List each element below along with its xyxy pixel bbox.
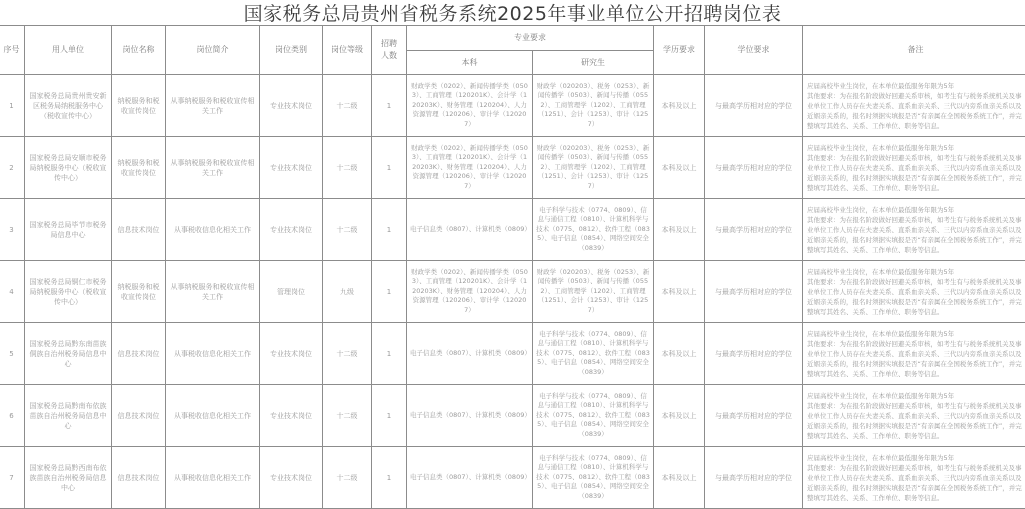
cell-post-intro: 从事纳税服务和税收宣传相关工作 bbox=[166, 75, 260, 137]
cell-graduate-major: 电子科学与技术（0774、0809）、信息与通信工程（0810）、计算机科学与技术（0775、0812）、软件工程（0835）、电子信息（0854）、网络空间安全（0839） bbox=[533, 447, 654, 509]
cell-post-name: 信息技术岗位 bbox=[112, 199, 166, 261]
cell-remarks: 应届高校毕业生岗位，在本单位最低服务年限为5年 其他要求：为在报名阶段做好回避关系审核，如考生有与税务系统机关及事业单位工作人员存在夫妻关系、直系血亲关系、三代以内旁系血亲关系以及近姻亲关系的，报名时须据实填报是否“有亲属在全国税务系统工作”，并完整填写其姓名、关系、工作单位、职务等信息。 bbox=[803, 323, 1025, 385]
cell-degree: 与最高学历相对应的学位 bbox=[705, 75, 803, 137]
cell-count: 1 bbox=[372, 447, 407, 509]
cell-remarks: 应届高校毕业生岗位，在本单位最低服务年限为5年 其他要求：为在报名阶段做好回避关系审核，如考生有与税务系统机关及事业单位工作人员存在夫妻关系、直系血亲关系、三代以内旁系血亲关系以及近姻亲关系的，报名时须据实填报是否“有亲属在全国税务系统工作”，并完整填写其姓名、关系、工作单位、职务等信息。 bbox=[803, 137, 1025, 199]
cell-unit: 国家税务总局黔南布依族苗族自治州税务局信息中心 bbox=[25, 385, 112, 447]
cell-education: 本科及以上 bbox=[654, 447, 705, 509]
table-row bbox=[0, 75, 1025, 137]
cell-unit: 国家税务总局黔东南苗族侗族自治州税务局信息中心 bbox=[25, 323, 112, 385]
cell-degree: 与最高学历相对应的学位 bbox=[705, 261, 803, 323]
cell-degree: 与最高学历相对应的学位 bbox=[705, 323, 803, 385]
cell-graduate-major: 电子科学与技术（0774、0809）、信息与通信工程（0810）、计算机科学与技术（0775、0812）、软件工程（0835）、电子信息（0854）、网络空间安全（0839） bbox=[533, 385, 654, 447]
header-major: 专业要求 bbox=[407, 26, 654, 51]
cell-count: 1 bbox=[372, 199, 407, 261]
cell-degree: 与最高学历相对应的学位 bbox=[705, 199, 803, 261]
cell-count: 1 bbox=[372, 75, 407, 137]
cell-remarks: 应届高校毕业生岗位，在本单位最低服务年限为5年 其他要求：为在报名阶段做好回避关系审核，如考生有与税务系统机关及事业单位工作人员存在夫妻关系、直系血亲关系、三代以内旁系血亲关系以及近姻亲关系的，报名时须据实填报是否“有亲属在全国税务系统工作”，并完整填写其姓名、关系、工作单位、职务等信息。 bbox=[803, 261, 1025, 323]
cell-undergrad-major: 电子信息类（0807）、计算机类（0809） bbox=[407, 447, 533, 509]
cell-post-level: 九级 bbox=[323, 261, 372, 323]
header-post-name: 岗位名称 bbox=[112, 26, 166, 75]
cell-undergrad-major: 财政学类（0202）、新闻传播学类（0503）、工商管理（120201K）、会计学（120203K）、财务管理（120204）、人力资源管理（120206）、审计学（120207） bbox=[407, 261, 533, 323]
cell-post-level: 十二级 bbox=[323, 75, 372, 137]
cell-degree: 与最高学历相对应的学位 bbox=[705, 385, 803, 447]
cell-count: 1 bbox=[372, 323, 407, 385]
cell-post-level: 十二级 bbox=[323, 199, 372, 261]
cell-education: 本科及以上 bbox=[654, 75, 705, 137]
cell-post-intro: 从事税收信息化相关工作 bbox=[166, 323, 260, 385]
table-row bbox=[0, 261, 1025, 323]
cell-post-intro: 从事纳税服务和税收宣传相关工作 bbox=[166, 261, 260, 323]
cell-post-intro: 从事税收信息化相关工作 bbox=[166, 385, 260, 447]
header-post-level: 岗位等级 bbox=[323, 26, 372, 75]
cell-graduate-major: 财政学（020203）、税务（0253）、新闻传播学（0503）、新闻与传播（0552）、工商管理学（1202）、工商管理（1251）、会计（1253）、审计（1257） bbox=[533, 75, 654, 137]
cell-post-type: 专业技术岗位 bbox=[260, 323, 323, 385]
cell-count: 1 bbox=[372, 385, 407, 447]
header-undergrad: 本科 bbox=[407, 51, 533, 75]
header-count: 招聘人数 bbox=[372, 26, 407, 75]
cell-education: 本科及以上 bbox=[654, 137, 705, 199]
table-row bbox=[0, 137, 1025, 199]
cell-unit: 国家税务总局贵州贵安新区税务局纳税服务中心（税收宣传中心） bbox=[25, 75, 112, 137]
cell-post-level: 十二级 bbox=[323, 385, 372, 447]
cell-post-type: 管理岗位 bbox=[260, 261, 323, 323]
cell-post-intro: 从事税收信息化相关工作 bbox=[166, 199, 260, 261]
cell-post-level: 十二级 bbox=[323, 137, 372, 199]
cell-post-name: 纳税服务和税收宣传岗位 bbox=[112, 75, 166, 137]
cell-remarks: 应届高校毕业生岗位，在本单位最低服务年限为5年 其他要求：为在报名阶段做好回避关系审核，如考生有与税务系统机关及事业单位工作人员存在夫妻关系、直系血亲关系、三代以内旁系血亲关系以及近姻亲关系的，报名时须据实填报是否“有亲属在全国税务系统工作”，并完整填写其姓名、关系、工作单位、职务等信息。 bbox=[803, 199, 1025, 261]
cell-graduate-major: 财政学（020203）、税务（0253）、新闻传播学（0503）、新闻与传播（0552）、工商管理学（1202）、工商管理（1251）、会计（1253）、审计（1257） bbox=[533, 261, 654, 323]
cell-seq: 5 bbox=[0, 323, 25, 385]
cell-post-type: 专业技术岗位 bbox=[260, 385, 323, 447]
header-post-type: 岗位类别 bbox=[260, 26, 323, 75]
header-unit: 用人单位 bbox=[25, 26, 112, 75]
cell-seq: 6 bbox=[0, 385, 25, 447]
cell-unit: 国家税务总局黔西南布依族苗族自治州税务局信息中心 bbox=[25, 447, 112, 509]
cell-post-name: 信息技术岗位 bbox=[112, 447, 166, 509]
cell-undergrad-major: 财政学类（0202）、新闻传播学类（0503）、工商管理（120201K）、会计学（120203K）、财务管理（120204）、人力资源管理（120206）、审计学（120207） bbox=[407, 75, 533, 137]
table-row bbox=[0, 199, 1025, 261]
cell-seq: 1 bbox=[0, 75, 25, 137]
cell-post-type: 专业技术岗位 bbox=[260, 199, 323, 261]
cell-post-name: 纳税服务和税收宣传岗位 bbox=[112, 261, 166, 323]
cell-undergrad-major: 电子信息类（0807）、计算机类（0809） bbox=[407, 385, 533, 447]
cell-remarks: 应届高校毕业生岗位，在本单位最低服务年限为5年 其他要求：为在报名阶段做好回避关系审核，如考生有与税务系统机关及事业单位工作人员存在夫妻关系、直系血亲关系、三代以内旁系血亲关系以及近姻亲关系的，报名时须据实填报是否“有亲属在全国税务系统工作”，并完整填写其姓名、关系、工作单位、职务等信息。 bbox=[803, 447, 1025, 509]
cell-graduate-major: 电子科学与技术（0774、0809）、信息与通信工程（0810）、计算机科学与技术（0775、0812）、软件工程（0835）、电子信息（0854）、网络空间安全（0839） bbox=[533, 323, 654, 385]
cell-post-intro: 从事纳税服务和税收宣传相关工作 bbox=[166, 137, 260, 199]
header-graduate: 研究生 bbox=[533, 51, 654, 75]
cell-undergrad-major: 财政学类（0202）、新闻传播学类（0503）、工商管理（120201K）、会计学（120203K）、财务管理（120204）、人力资源管理（120206）、审计学（120207） bbox=[407, 137, 533, 199]
cell-count: 1 bbox=[372, 137, 407, 199]
cell-post-name: 信息技术岗位 bbox=[112, 385, 166, 447]
page-title: 国家税务总局贵州省税务系统2025年事业单位公开招聘岗位表 bbox=[0, 0, 1025, 25]
cell-education: 本科及以上 bbox=[654, 323, 705, 385]
header-degree: 学位要求 bbox=[705, 26, 803, 75]
cell-post-level: 十二级 bbox=[323, 447, 372, 509]
cell-post-level: 十二级 bbox=[323, 323, 372, 385]
cell-count: 1 bbox=[372, 261, 407, 323]
table-row bbox=[0, 323, 1025, 385]
cell-seq: 7 bbox=[0, 447, 25, 509]
cell-degree: 与最高学历相对应的学位 bbox=[705, 447, 803, 509]
cell-post-type: 专业技术岗位 bbox=[260, 75, 323, 137]
cell-remarks: 应届高校毕业生岗位，在本单位最低服务年限为5年 其他要求：为在报名阶段做好回避关系审核，如考生有与税务系统机关及事业单位工作人员存在夫妻关系、直系血亲关系、三代以内旁系血亲关系以及近姻亲关系的，报名时须据实填报是否“有亲属在全国税务系统工作”，并完整填写其姓名、关系、工作单位、职务等信息。 bbox=[803, 75, 1025, 137]
cell-unit: 国家税务总局铜仁市税务局纳税服务中心（税收宣传中心） bbox=[25, 261, 112, 323]
cell-undergrad-major: 电子信息类（0807）、计算机类（0809） bbox=[407, 199, 533, 261]
recruitment-table bbox=[0, 25, 1025, 509]
cell-post-name: 纳税服务和税收宣传岗位 bbox=[112, 137, 166, 199]
cell-post-type: 专业技术岗位 bbox=[260, 447, 323, 509]
cell-seq: 3 bbox=[0, 199, 25, 261]
header-remarks: 备注 bbox=[803, 26, 1025, 75]
header-post-intro: 岗位简介 bbox=[166, 26, 260, 75]
header-education: 学历要求 bbox=[654, 26, 705, 75]
cell-post-intro: 从事税收信息化相关工作 bbox=[166, 447, 260, 509]
cell-seq: 4 bbox=[0, 261, 25, 323]
cell-seq: 2 bbox=[0, 137, 25, 199]
cell-education: 本科及以上 bbox=[654, 199, 705, 261]
cell-education: 本科及以上 bbox=[654, 385, 705, 447]
cell-graduate-major: 财政学（020203）、税务（0253）、新闻传播学（0503）、新闻与传播（0552）、工商管理学（1202）、工商管理（1251）、会计（1253）、审计（1257） bbox=[533, 137, 654, 199]
table-row bbox=[0, 447, 1025, 509]
cell-post-type: 专业技术岗位 bbox=[260, 137, 323, 199]
table-row bbox=[0, 385, 1025, 447]
cell-post-name: 信息技术岗位 bbox=[112, 323, 166, 385]
cell-graduate-major: 电子科学与技术（0774、0809）、信息与通信工程（0810）、计算机科学与技术（0775、0812）、软件工程（0835）、电子信息（0854）、网络空间安全（0839） bbox=[533, 199, 654, 261]
cell-education: 本科及以上 bbox=[654, 261, 705, 323]
cell-unit: 国家税务总局安顺市税务局纳税服务中心（税收宣传中心） bbox=[25, 137, 112, 199]
cell-undergrad-major: 电子信息类（0807）、计算机类（0809） bbox=[407, 323, 533, 385]
cell-degree: 与最高学历相对应的学位 bbox=[705, 137, 803, 199]
cell-remarks: 应届高校毕业生岗位，在本单位最低服务年限为5年 其他要求：为在报名阶段做好回避关系审核，如考生有与税务系统机关及事业单位工作人员存在夫妻关系、直系血亲关系、三代以内旁系血亲关系以及近姻亲关系的，报名时须据实填报是否“有亲属在全国税务系统工作”，并完整填写其姓名、关系、工作单位、职务等信息。 bbox=[803, 385, 1025, 447]
cell-unit: 国家税务总局毕节市税务局信息中心 bbox=[25, 199, 112, 261]
header-seq: 序号 bbox=[0, 26, 25, 75]
